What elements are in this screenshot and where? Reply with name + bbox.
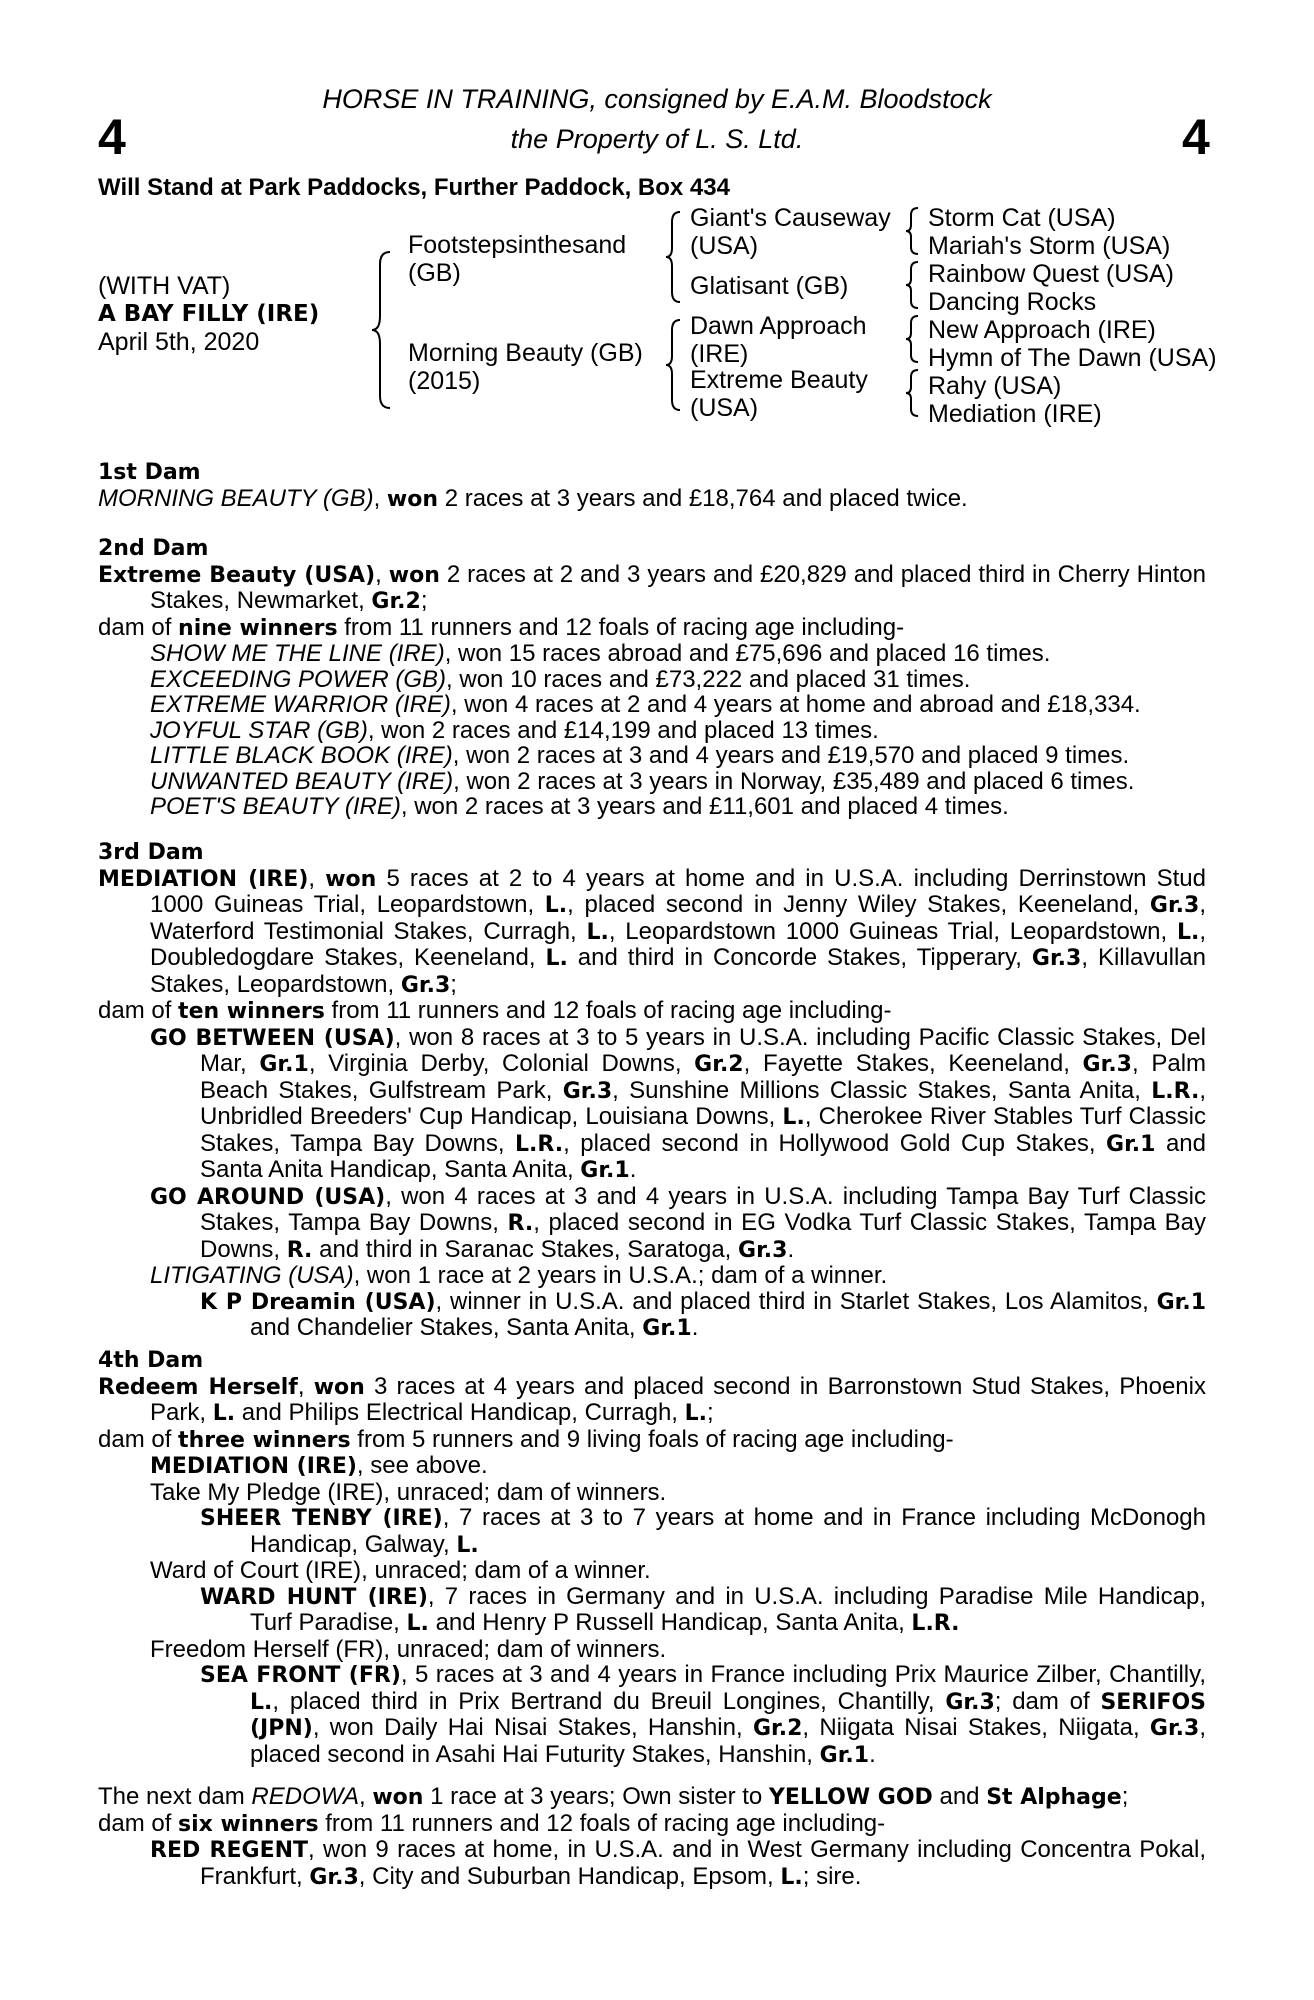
brace-sire	[664, 210, 682, 304]
brace-ds	[904, 314, 920, 364]
bold-text: Gr.3	[1082, 1052, 1132, 1077]
paragraph	[150, 1263, 1206, 1289]
paragraph: Freedom Herself (FR), unraced; dam of winners.	[150, 1635, 667, 1663]
paragraph	[200, 1289, 1206, 1342]
text-run: , won 1 race at 2 years in U.S.A.; dam of a winner.	[353, 1262, 888, 1289]
bold-text: WARD HUNT (IRE)	[200, 1584, 428, 1610]
bold-text: Gr.3	[945, 1689, 995, 1715]
third-dam	[98, 840, 1206, 1342]
property-line: the Property of L. S. Ltd.	[510, 124, 804, 154]
date-of-birth: April 5th, 2020	[98, 328, 260, 356]
text-run: dam of	[98, 613, 179, 641]
fourth-dam-title: 4th Dam	[98, 1348, 204, 1373]
text-run: 2 races at 3 years and £18,764 and placed twice.	[438, 484, 968, 512]
text-run: , won 4 races at 3 and 4 years in U.S.A. including Tampa Bay Turf Classic Stakes, Tampa Bay Downs,	[200, 1182, 1206, 1236]
bold-text: SEA FRONT (FR)	[200, 1663, 401, 1688]
stand-location: Will Stand at Park Paddocks, Further Paddock, Box 434	[98, 174, 730, 201]
bold-text: GO AROUND (USA)	[150, 1184, 386, 1210]
text-run: , winner in U.S.A. and placed third in Starlet Stakes, Los Alamitos,	[435, 1287, 1157, 1315]
text-run: .	[691, 1314, 699, 1341]
sire: Footstepsinthesand (GB)	[408, 231, 627, 287]
paragraph	[150, 743, 1206, 769]
bold-text: L.	[586, 919, 609, 945]
consignment-line: HORSE IN TRAINING, consigned by E.A.M. Bloodstock	[322, 84, 992, 114]
bold-text: six winners	[178, 1811, 319, 1837]
third-dam-title: 3rd Dam	[98, 840, 204, 865]
bold-text: L.R.	[911, 1611, 960, 1636]
text-run: ; dam of	[994, 1687, 1101, 1715]
text-run: , won 8 races at 3 to 5 years in U.S.A. including Pacific Classic Stakes, Del Mar,	[200, 1023, 1206, 1077]
next-dam	[98, 1784, 1206, 1890]
bold-text: Gr.3	[1149, 1716, 1200, 1741]
text-run: , won 9 races at home, in U.S.A. and in West Germany including Concentra Pokal, Frankfurt,	[200, 1836, 1206, 1890]
text-run: ; sire.	[802, 1862, 862, 1890]
text-run: , 5 races at 3 and 4 years in France including Prix Maurice Zilber, Chantilly,	[400, 1661, 1206, 1688]
bold-text: MEDIATION (IRE)	[98, 866, 309, 892]
bold-text: RED REGENT	[150, 1838, 309, 1863]
text-run: , Cherokee River Stables Turf Classic Stakes, Tampa Bay Downs,	[200, 1103, 1206, 1157]
brace-dd	[904, 368, 920, 418]
text-run: ;	[707, 1399, 714, 1426]
paragraph	[150, 1837, 1206, 1890]
text-run: The next dam	[98, 1783, 252, 1810]
first-dam-title: 1st Dam	[98, 460, 201, 485]
paragraph: MORNING BEAUTY (GB), won 2 races at 3 years and £18,764 and placed twice.	[98, 484, 968, 512]
bold-text: Gr.3	[309, 1864, 359, 1890]
bold-text: Gr.3	[400, 972, 451, 998]
text-run: , placed second in Hollywood Gold Cup Stakes,	[563, 1129, 1107, 1157]
brace-ss	[904, 206, 920, 256]
text-run: , 7 races at 3 to 7 years at home and in France including McDonogh Handicap, Galway,	[250, 1504, 1207, 1558]
paragraph: Take My Pledge (IRE), unraced; dam of winners.	[150, 1478, 667, 1506]
bold-text: St Alphage	[986, 1785, 1122, 1810]
text-run: , Sunshine Millions Classic Stakes, Santa Anita,	[612, 1076, 1152, 1104]
bold-text: Extreme Beauty (USA)	[98, 562, 376, 588]
text-run: and third in Saranac Stakes, Saratoga,	[312, 1235, 739, 1263]
text-run: dam of	[98, 1809, 179, 1837]
paragraph	[150, 718, 1206, 744]
paragraph	[200, 1584, 1206, 1637]
brace-sd	[904, 260, 920, 310]
text-run: ;	[1121, 1783, 1129, 1810]
bold-text: Gr.2	[752, 1716, 803, 1741]
bold-text: Gr.1	[819, 1742, 870, 1768]
text-run: and Henry P Russell Handicap, Santa Anita,	[428, 1609, 912, 1636]
bold-text: Gr.1	[642, 1316, 692, 1341]
dam: Morning Beauty (GB) (2015)	[408, 339, 643, 395]
text-run: , won 2 races at 3 and 4 years and £19,570 and placed 9 times.	[452, 742, 1130, 769]
sire-dam: Glatisant (GB)	[690, 272, 849, 300]
sire-sire: Giant's Causeway (USA)	[690, 204, 891, 260]
paragraph	[150, 1453, 1206, 1480]
bold-text: Gr.1	[259, 1052, 309, 1077]
horse-name: A BAY FILLY (IRE)	[98, 301, 320, 327]
text-run: , Leopardstown 1000 Guineas Trial, Leopardstown,	[608, 917, 1177, 945]
bold-text: won	[372, 1785, 424, 1810]
paragraph	[150, 769, 1206, 795]
paragraph: Redeem Herself, won 3 races at 4 years and placed second in Barronstown Stud Stakes, Phoenix Park, L. and Philips Electrical Handicap, Curragh, L.;	[98, 1372, 1206, 1426]
bold-text: L.	[250, 1689, 273, 1715]
text-run: , won 2 races at 3 years and £11,601 and placed 4 times.	[400, 793, 1009, 820]
dam-dam: Extreme Beauty (USA)	[690, 366, 868, 422]
bold-text: L.	[782, 1105, 805, 1130]
bold-text: L.	[1176, 919, 1200, 945]
text-run: 1 race at 3 years; Own sister to	[423, 1783, 769, 1810]
italic-name: LITTLE BLACK BOOK (IRE)	[150, 742, 453, 769]
bold-text: L.	[456, 1532, 479, 1558]
bold-text: Gr.1	[1106, 1131, 1156, 1157]
text-run: 3 races at 4 years and placed second in Barronstown Stud Stakes, Phoenix Park,	[150, 1372, 1206, 1426]
paragraph: Extreme Beauty (USA), won 2 races at 2 and 3 years and £20,829 and placed third in Cherry Hinton Stakes, Newmarket, Gr.2;	[98, 560, 1206, 614]
text-run: , City and Suburban Handicap, Epsom,	[358, 1862, 781, 1890]
text-run: , Unbridled Breeders' Cup Handicap, Louisiana Downs,	[200, 1076, 1207, 1130]
bold-text: SHEER TENBY (IRE)	[200, 1506, 443, 1531]
second-dam-title: 2nd Dam	[98, 536, 209, 561]
fourth-dam	[98, 1348, 1206, 1768]
paragraph	[98, 1811, 1206, 1838]
bold-text: ten winners	[178, 999, 325, 1024]
bold-text: Gr.3	[562, 1078, 613, 1104]
text-run: ;	[420, 587, 428, 614]
paragraph: The next dam REDOWA, won 1 race at 3 years; Own sister to YELLOW GOD and St Alphage;	[98, 1783, 1129, 1810]
bold-text: L.	[544, 893, 568, 918]
paragraph	[150, 641, 1206, 667]
text-run: from 11 runners and 12 foals of racing age including-	[337, 613, 905, 641]
paragraph	[200, 1505, 1206, 1558]
bold-text: Gr.3	[1031, 946, 1082, 971]
text-run: and Santa Anita Handicap, Santa Anita,	[200, 1129, 1206, 1183]
italic-name: JOYFUL STAR (GB)	[150, 716, 368, 744]
bold-text: Gr.1	[1156, 1289, 1207, 1315]
text-run: , won 2 races and £14,199 and placed 13 times.	[367, 716, 879, 744]
text-run: .	[869, 1740, 876, 1768]
italic-name: POET'S BEAUTY (IRE)	[150, 793, 401, 820]
ss-ancestors: Storm Cat (USA) Mariah's Storm (USA) Rainbow Quest (USA) Dancing Rocks New Approach (IRE) Hymn of The Dawn (USA) Rahy (USA) Mediation (IRE)	[928, 204, 1217, 428]
bold-text: won	[313, 1374, 365, 1400]
text-run: .	[629, 1156, 637, 1183]
bold-text: L.R.	[515, 1131, 564, 1157]
brace-main	[370, 250, 394, 410]
bold-text: YELLOW GOD	[768, 1785, 933, 1810]
text-run: , won 4 races at 2 and 4 years at home and abroad and £18,334.	[450, 691, 1141, 718]
text-run: from 11 runners and 12 foals of racing age including-	[324, 997, 892, 1024]
italic-name: MORNING BEAUTY (GB)	[98, 484, 374, 512]
paragraph	[98, 998, 1206, 1025]
bold-text: K P Dreamin (USA)	[200, 1289, 436, 1315]
italic-name: UNWANTED BEAUTY (IRE)	[150, 767, 454, 795]
text-run: , won 15 races abroad and £75,696 and placed 16 times.	[444, 640, 1051, 667]
text-run: , won 10 races and £73,222 and placed 31 times.	[446, 665, 971, 693]
text-run: and Philips Electrical Handicap, Curragh,	[235, 1399, 685, 1426]
text-run: , Fayette Stakes, Keeneland,	[743, 1050, 1083, 1077]
paragraph	[150, 667, 1206, 693]
bold-text: Gr.2	[371, 589, 421, 614]
text-run: from 11 runners and 12 foals of racing age including-	[318, 1809, 886, 1837]
bold-text: won	[386, 486, 439, 512]
paragraph	[150, 1184, 1206, 1264]
bold-text: Redeem Herself	[98, 1374, 298, 1400]
bold-text: SERIFOS (JPN)	[250, 1689, 1207, 1741]
paragraph: Ward of Court (IRE), unraced; dam of a winner.	[150, 1557, 651, 1584]
text-run: , Palm Beach Stakes, Gulfstream Park,	[200, 1050, 1207, 1104]
italic-name: REDOWA	[251, 1783, 359, 1810]
text-run: , placed second in Jenny Wiley Stakes, Keeneland,	[567, 891, 1150, 918]
bold-text: Gr.3	[1149, 893, 1200, 918]
text-run: , 7 races in Germany and in U.S.A. including Paradise Mile Handicap, Turf Paradise,	[250, 1582, 1206, 1636]
paragraph	[98, 615, 1206, 642]
text-run: ;	[450, 970, 457, 998]
bold-text: L.R.	[1151, 1078, 1200, 1104]
text-run: and third in Concorde Stakes, Tipperary,	[567, 944, 1032, 971]
bold-text: R.	[286, 1237, 313, 1263]
text-run: from 5 runners and 9 living foals of racing age including-	[350, 1425, 954, 1453]
text-run: , Doubledogdare Stakes, Keeneland,	[150, 917, 1206, 971]
brace-dam	[664, 318, 682, 412]
paragraph	[150, 692, 1206, 718]
paragraph	[150, 1025, 1206, 1184]
text-run: , won 2 races at 3 years in Norway, £35,489 and placed 6 times.	[453, 767, 1135, 795]
bold-text: nine winners	[178, 615, 338, 641]
vat-note: (WITH VAT)	[98, 272, 231, 300]
paragraph: MEDIATION (IRE), won 5 races at 2 to 4 years at home and in U.S.A. including Derrinstown Stud 1000 Guineas Trial, Leopardstown, L., placed second in Jenny Wiley Stakes, Keeneland, Gr.3, Waterford Testimonial Stakes, Curragh, L., Leopardstown 1000 Guineas Trial, Leopardstown, L., Doubledogdare Stakes, Keeneland, L. and third in Concorde Stakes, Tipperary, Gr.3, Killavullan Stakes, Leopardstown, Gr.3;	[98, 864, 1207, 998]
bold-text: Gr.2	[694, 1052, 744, 1077]
dam-sire: Dawn Approach (IRE)	[690, 312, 867, 368]
bold-text: L.	[780, 1864, 803, 1890]
bold-text: won	[388, 562, 440, 588]
italic-name: EXTREME WARRIOR (IRE)	[150, 691, 451, 718]
second-dam	[98, 536, 1206, 820]
subject	[98, 272, 319, 356]
text-run: 5 races at 2 to 4 years at home and in U.S.A. including Derrinstown Stud 1000 Guineas Trial, Leopardstown,	[150, 864, 1206, 918]
paragraph	[98, 1427, 1206, 1454]
text-run: , see above.	[356, 1452, 488, 1479]
bold-text: L.	[212, 1401, 236, 1426]
bold-text: Gr.1	[580, 1158, 630, 1183]
lot-number-left: 4	[98, 109, 126, 165]
text-run: and Chandelier Stakes, Santa Anita,	[250, 1314, 643, 1341]
bold-text: MEDIATION (IRE)	[150, 1454, 357, 1479]
text-run: , Waterford Testimonial Stakes, Curragh,	[150, 891, 1207, 945]
text-run: , Niigata Nisai Stakes, Niigata,	[802, 1714, 1150, 1741]
bold-text: R.	[507, 1211, 534, 1236]
paragraph	[150, 794, 1206, 820]
text-run: and	[932, 1783, 987, 1810]
italic-name: SHOW ME THE LINE (IRE)	[150, 640, 445, 667]
text-run: , placed second in EG Vodka Turf Classic Stakes, Tampa Bay Downs,	[200, 1209, 1206, 1263]
lot-number-right: 4	[1182, 109, 1210, 165]
text-run: , won Daily Hai Nisai Stakes, Hanshin,	[312, 1714, 753, 1741]
text-run: , Virginia Derby, Colonial Downs,	[308, 1050, 695, 1077]
text-run: .	[787, 1235, 795, 1263]
paragraph	[200, 1662, 1206, 1768]
text-run: , placed third in Prix Bertrand du Breuil Longines, Chantilly,	[272, 1687, 946, 1715]
bold-text: L.	[406, 1611, 429, 1636]
italic-name: EXCEEDING POWER (GB)	[150, 665, 447, 693]
text-run: 2 races at 2 and 3 years and £20,829 and placed third in Cherry Hinton Stakes, Newmarket,	[150, 560, 1206, 614]
bold-text: Gr.3	[738, 1237, 788, 1263]
text-run: , Killavullan Stakes, Leopardstown,	[150, 944, 1206, 998]
bold-text: L.	[545, 946, 568, 971]
bold-text: L.	[684, 1401, 708, 1426]
italic-name: LITIGATING (USA)	[150, 1262, 354, 1289]
bold-text: three winners	[178, 1427, 351, 1453]
text-run: dam of	[98, 1425, 179, 1453]
text-run: , placed second in Asahi Hai Futurity Stakes, Hanshin,	[250, 1714, 1206, 1768]
first-dam	[98, 460, 1206, 512]
bold-text: GO BETWEEN (USA)	[150, 1025, 395, 1051]
text-run: dam of	[98, 997, 179, 1024]
bold-text: won	[325, 866, 377, 892]
